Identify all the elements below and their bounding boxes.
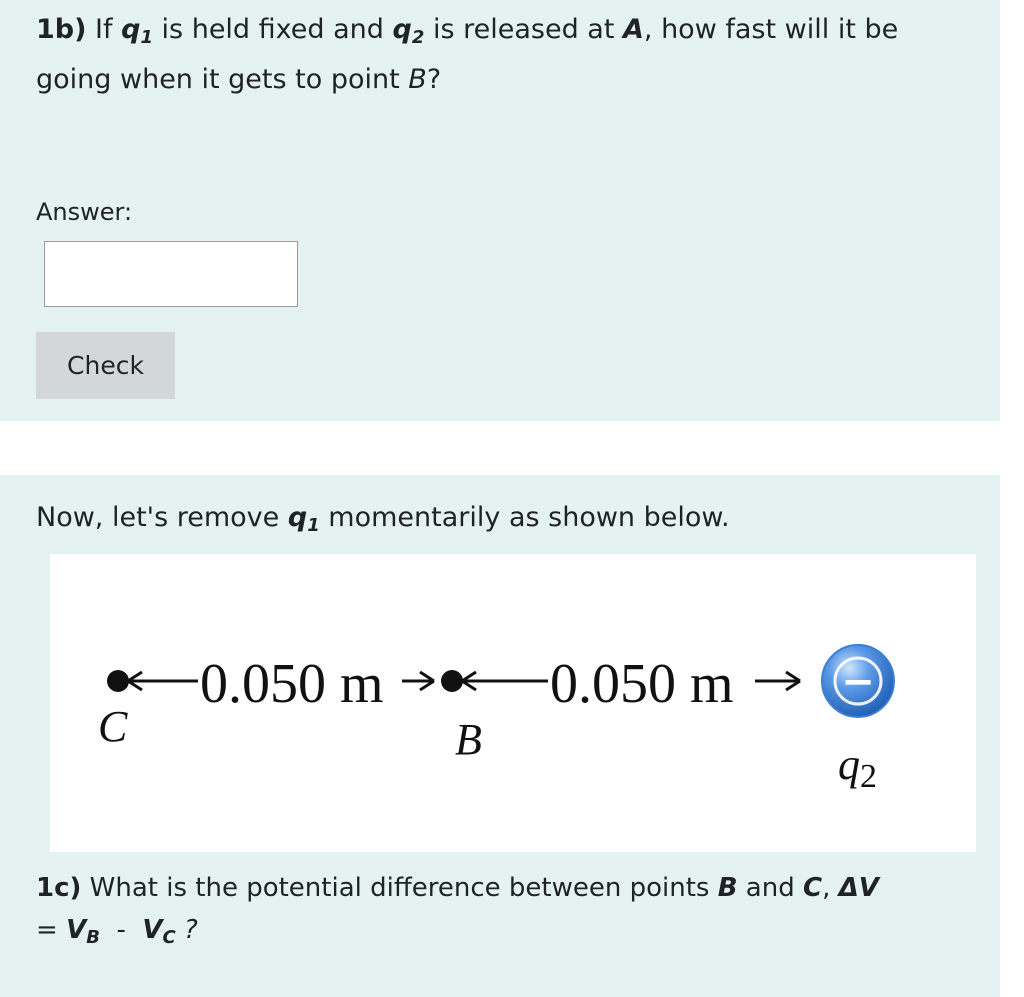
check-button[interactable]: Check xyxy=(36,332,175,399)
point-a-symbol: A xyxy=(623,14,644,45)
vb-symbol: $V_B$ xyxy=(66,915,100,948)
question-text: going when it gets to point xyxy=(36,64,409,95)
charge-diagram-svg xyxy=(50,554,976,852)
question-text: ? xyxy=(426,64,442,95)
point-b-symbol: B xyxy=(717,873,738,903)
vc-symbol: $V_C$ xyxy=(142,915,176,948)
question-text: is released at xyxy=(424,14,623,45)
delta-v-symbol: ΔV xyxy=(838,873,879,903)
label-q2: q2 xyxy=(838,740,877,795)
charge-diagram xyxy=(50,554,976,852)
minus-sign-icon: − xyxy=(841,659,875,705)
answer-label: Answer: xyxy=(36,198,133,226)
point-c-symbol: C xyxy=(803,873,823,903)
q1-symbol: $q_1$ xyxy=(287,502,320,536)
question-text: is held fixed and xyxy=(152,14,393,45)
label-b: B xyxy=(455,715,482,764)
question-1b-text xyxy=(36,9,898,101)
question-text: If xyxy=(86,14,122,45)
question-1c-text: 1c) What is the potential difference between points B and C, ΔV = $V_B - V_C$ ? xyxy=(36,873,879,948)
intro-text: Now, let's remove $q_1$ momentarily as shown below. xyxy=(36,502,730,536)
question-number: 1b) xyxy=(36,14,87,45)
question-1b-card xyxy=(0,0,1000,421)
point-b-dot xyxy=(441,670,463,692)
question-text: , how fast will it be xyxy=(643,14,899,45)
point-c-dot xyxy=(107,670,129,692)
question-number: 1c) xyxy=(36,873,82,903)
q2-symbol: $q_2$ xyxy=(392,14,425,48)
point-b-symbol: B xyxy=(408,64,427,95)
q1-symbol: $q_1$ xyxy=(121,14,153,48)
distance-label-right: 0.050 m xyxy=(550,653,734,715)
distance-label-left: 0.050 m xyxy=(200,653,384,715)
answer-input[interactable] xyxy=(44,241,298,307)
label-c: C xyxy=(98,702,128,751)
